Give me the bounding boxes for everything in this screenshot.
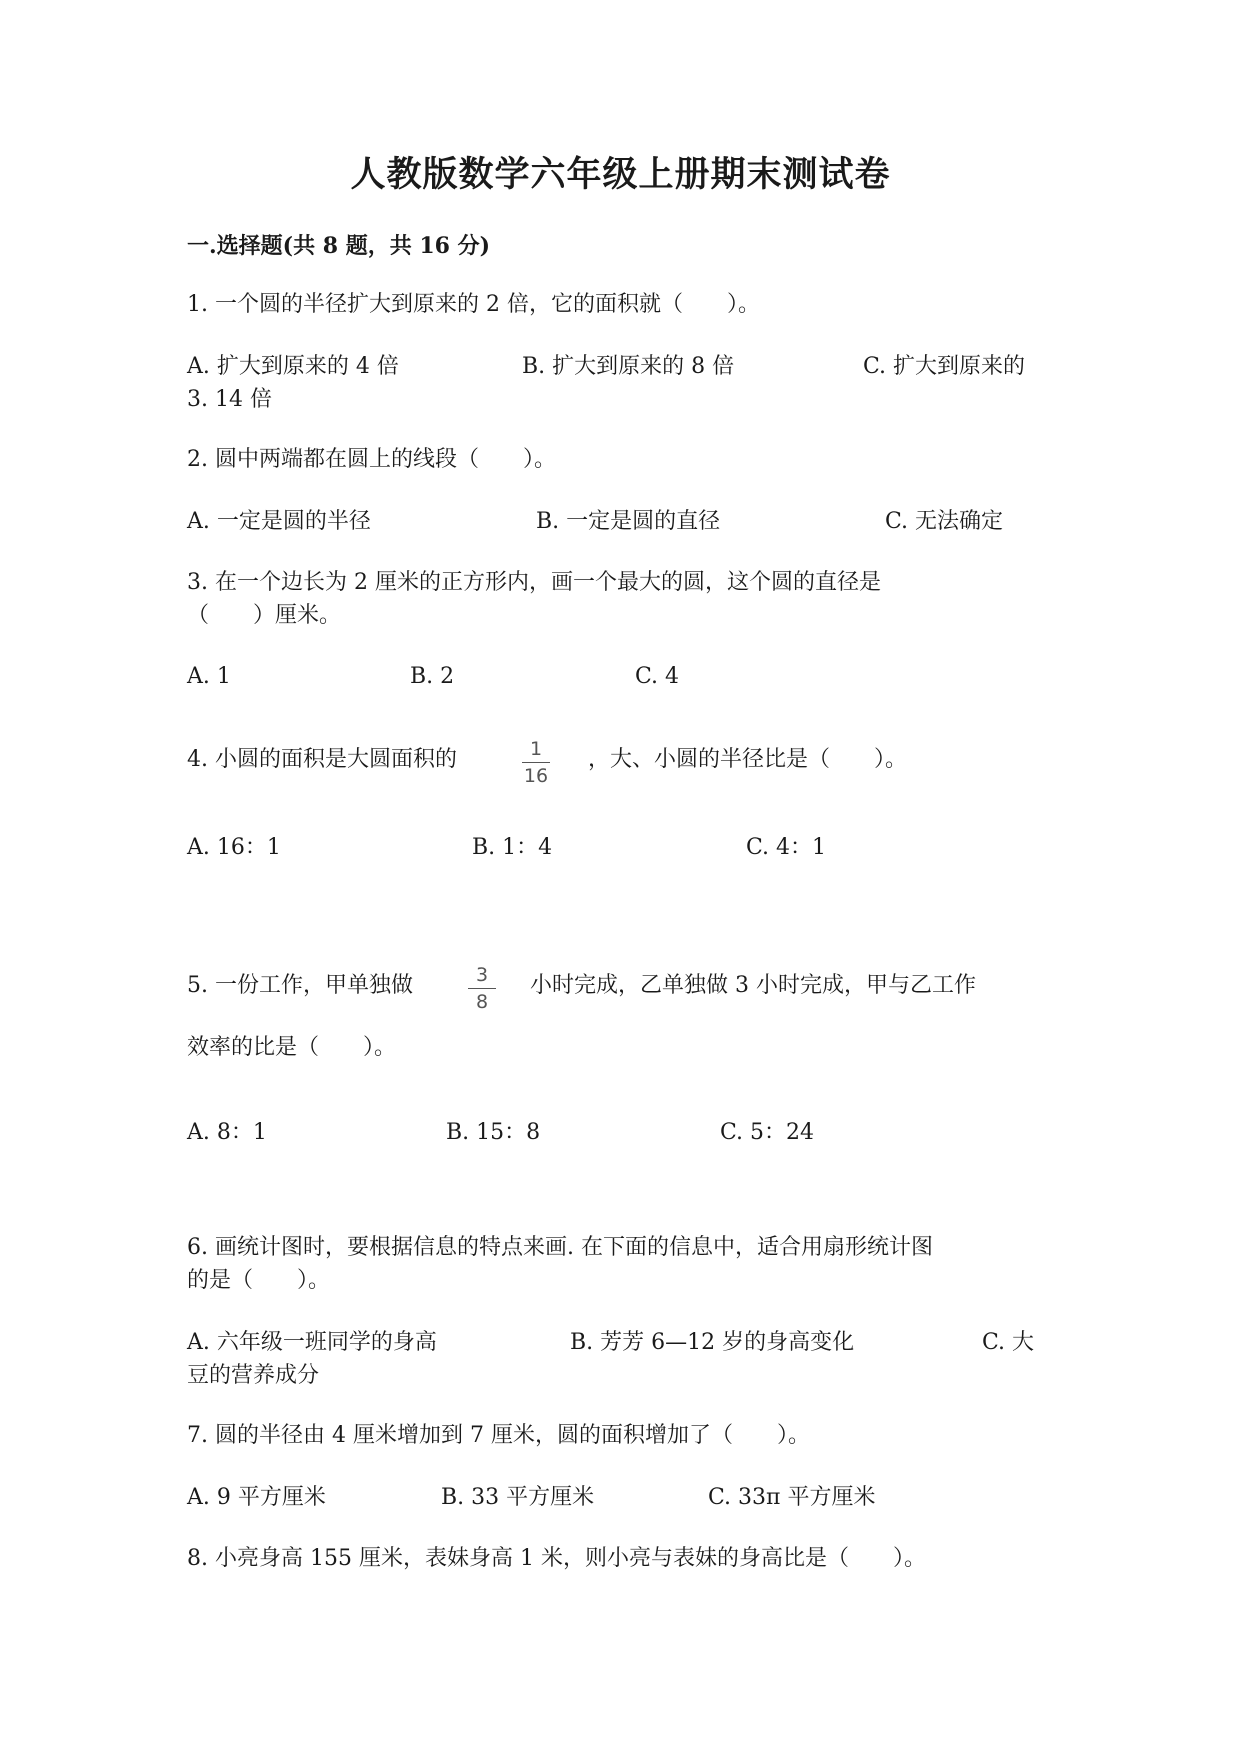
fraction-denominator: 8	[475, 991, 489, 1013]
question-8-stem: 8. 小亮身高 155 厘米，表妹身高 1 米，则小亮与表妹的身高比是（ ）。	[187, 1546, 926, 1571]
question-7-option-b: B. 33 平方厘米	[441, 1485, 595, 1510]
question-3-option-a: A. 1	[187, 664, 231, 689]
question-6-stem: 6. 画统计图时，要根据信息的特点来画. 在下面的信息中，适合用扇形统计图	[187, 1235, 933, 1260]
question-5-option-c: C. 5：24	[720, 1120, 815, 1145]
question-5-option-b: B. 15：8	[446, 1120, 541, 1145]
question-1-option-a: A. 扩大到原来的 4 倍	[187, 354, 399, 379]
question-3-option-b: B. 2	[410, 664, 455, 689]
question-5-option-a: A. 8：1	[187, 1120, 267, 1145]
question-6-option-c-cont: 豆的营养成分	[187, 1363, 320, 1388]
question-6-option-b: B. 芳芳 6—12 岁的身高变化	[570, 1330, 855, 1355]
question-4-option-a: A. 16：1	[187, 835, 281, 860]
question-7-option-c: C. 33π 平方厘米	[708, 1485, 876, 1510]
question-7-option-a: A. 9 平方厘米	[187, 1485, 326, 1510]
question-4-option-c: C. 4：1	[746, 835, 827, 860]
question-6-stem-cont: 的是（ ）。	[187, 1268, 331, 1293]
question-1-option-c-cont: 3. 14 倍	[187, 387, 272, 412]
question-4-fraction	[519, 738, 553, 787]
question-5-fraction	[465, 964, 499, 1013]
question-1-stem: 1. 一个圆的半径扩大到原来的 2 倍，它的面积就（ ）。	[187, 292, 760, 317]
page-title: 人教版数学六年级上册期末测试卷	[350, 154, 891, 195]
question-1-option-c: C. 扩大到原来的	[863, 354, 1026, 379]
fraction-bar	[468, 988, 496, 989]
question-4-option-b: B. 1：4	[472, 835, 553, 860]
question-2-option-c: C. 无法确定	[885, 509, 1004, 534]
fraction-denominator: 16	[523, 765, 549, 787]
question-1-option-b: B. 扩大到原来的 8 倍	[522, 354, 735, 379]
question-3-stem: 3. 在一个边长为 2 厘米的正方形内，画一个最大的圆，这个圆的直径是	[187, 570, 881, 595]
question-2-option-a: A. 一定是圆的半径	[187, 509, 371, 534]
question-7-stem: 7. 圆的半径由 4 厘米增加到 7 厘米，圆的面积增加了（ ）。	[187, 1423, 810, 1448]
fraction-bar	[522, 762, 550, 763]
question-6-option-c: C. 大	[982, 1330, 1035, 1355]
question-5-stem: 5. 一份工作，甲单独做	[187, 973, 413, 998]
question-5-stem-cont: 效率的比是（ ）。	[187, 1035, 397, 1060]
question-4-stem-post: ，大、小圆的半径比是（ ）。	[588, 747, 908, 772]
question-5-stem-post: 小时完成，乙单独做 3 小时完成，甲与乙工作	[530, 973, 976, 998]
question-6-option-a: A. 六年级一班同学的身高	[187, 1330, 437, 1355]
question-2-stem: 2. 圆中两端都在圆上的线段（ ）。	[187, 447, 556, 472]
section-heading: 一.选择题(共 8 题，共 16 分)	[187, 233, 491, 259]
question-3-option-c: C. 4	[635, 664, 680, 689]
question-4-stem: 4. 小圆的面积是大圆面积的	[187, 747, 457, 772]
fraction-numerator: 3	[475, 964, 489, 986]
fraction-numerator: 1	[529, 738, 543, 760]
question-2-option-b: B. 一定是圆的直径	[536, 509, 721, 534]
question-3-stem-cont: （ ）厘米。	[187, 603, 342, 628]
